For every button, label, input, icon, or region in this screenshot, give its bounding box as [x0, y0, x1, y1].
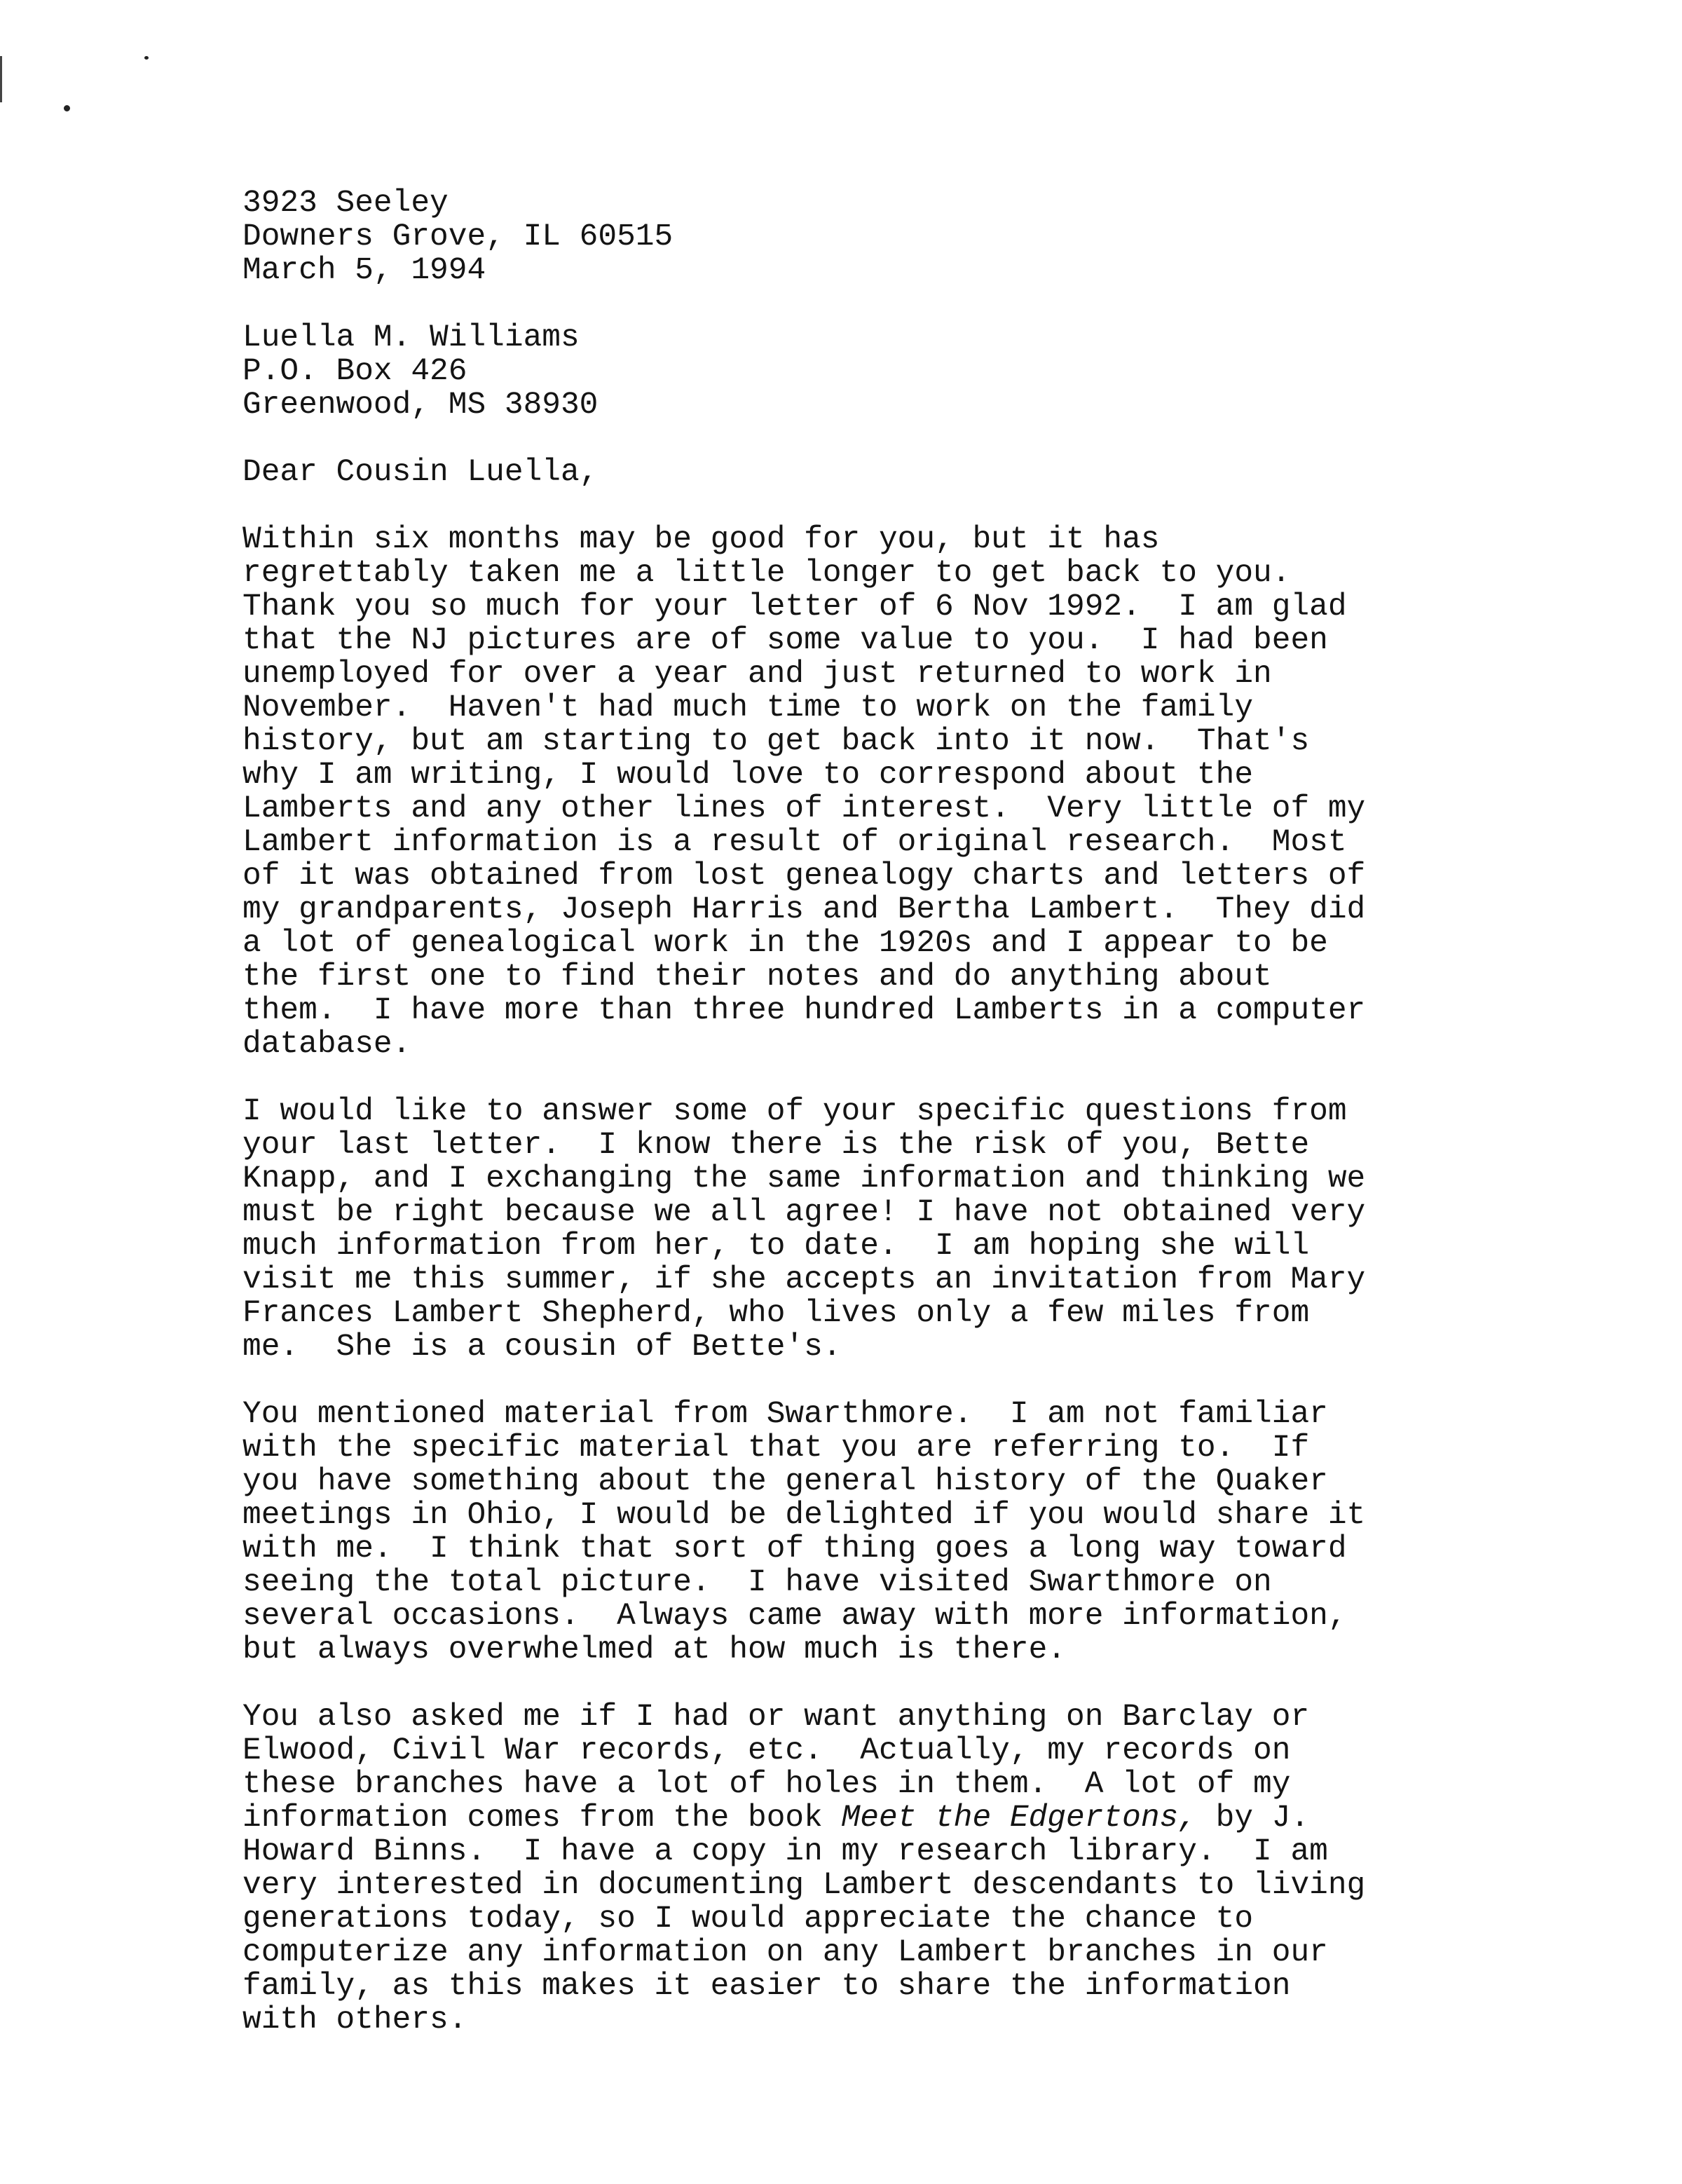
paragraph-line: You mentioned material from Swarthmore. I am not familiar	[242, 1397, 1328, 1432]
paragraph-line: the first one to find their notes and do anything about	[242, 960, 1272, 995]
paragraph-line: your last letter. I know there is the risk of you, Bette	[242, 1128, 1310, 1163]
paragraph-line: my grandparents, Joseph Harris and Bertha Lambert. They did	[242, 892, 1366, 927]
paragraph-line: Howard Binns. I have a copy in my research library. I am	[242, 1834, 1328, 1869]
paragraph-line: with the specific material that you are referring to. If	[242, 1431, 1310, 1466]
scan-edge-mark	[0, 56, 2, 102]
paragraph-line: me. She is a cousin of Bette's.	[242, 1330, 842, 1365]
recipient-name: Luella M. Williams	[242, 320, 580, 355]
sender-city: Downers Grove, IL 60515	[242, 219, 674, 254]
paragraph-line: with me. I think that sort of thing goes a long way toward	[242, 1531, 1347, 1567]
paragraph-line: Frances Lambert Shepherd, who lives only a few miles from	[242, 1296, 1310, 1331]
paragraph-line: these branches have a lot of holes in them. A lot of my	[242, 1767, 1291, 1802]
line-text: information comes from the book	[242, 1801, 842, 1836]
paragraph-line: of it was obtained from lost genealogy charts and letters of	[242, 859, 1366, 894]
paragraph-line: computerize any information on any Lambert branches in our	[242, 1935, 1328, 1970]
paragraph-line: you have something about the general history of the Quaker	[242, 1464, 1328, 1499]
paragraph-line: I would like to answer some of your specific questions from	[242, 1094, 1347, 1129]
line-text: by J.	[1196, 1801, 1310, 1836]
paragraph-line: meetings in Ohio, I would be delighted if you would share it	[242, 1498, 1366, 1533]
paragraph-line: unemployed for over a year and just returned to work in	[242, 657, 1272, 692]
paragraph-line: several occasions. Always came away with more information,	[242, 1599, 1347, 1634]
paragraph-line: family, as this makes it easier to share the information	[242, 1969, 1291, 2004]
paragraph-line: Lamberts and any other lines of interest. Very little of my	[242, 791, 1366, 826]
paragraph-line: visit me this summer, if she accepts an invitation from Mary	[242, 1262, 1366, 1297]
paragraph-line: why I am writing, I would love to correspond about the	[242, 758, 1254, 793]
paragraph-line: regrettably taken me a little longer to get back to you.	[242, 556, 1291, 591]
scan-speck	[144, 56, 149, 60]
paragraph-line: November. Haven't had much time to work on the family	[242, 690, 1254, 725]
letter-body	[242, 186, 1476, 2037]
paragraph-line: Lambert information is a result of original research. Most	[242, 825, 1347, 860]
paragraph-2	[242, 1095, 1476, 1364]
paragraph-1	[242, 523, 1476, 1061]
paragraph-line: much information from her, to date. I am hoping she will	[242, 1229, 1310, 1264]
paragraph-line: with others.	[242, 2002, 467, 2038]
paragraph-line: Within six months may be good for you, but it has	[242, 522, 1160, 557]
paragraph-line: generations today, so I would appreciate the chance to	[242, 1902, 1254, 1937]
paragraph-line: Elwood, Civil War records, etc. Actually, my records on	[242, 1733, 1291, 1768]
paragraph-line: must be right because we all agree! I have not obtained very	[242, 1195, 1366, 1230]
letter-date: March 5, 1994	[242, 253, 486, 288]
recipient-po-box: P.O. Box 426	[242, 354, 467, 389]
scan-speck	[64, 105, 70, 111]
paragraph-line: seeing the total picture. I have visited Swarthmore on	[242, 1565, 1272, 1600]
paragraph-line: Thank you so much for your letter of 6 Nov 1992. I am glad	[242, 589, 1347, 625]
paragraph-line: but always overwhelmed at how much is there.	[242, 1632, 1066, 1667]
recipient-address	[242, 321, 1476, 422]
paragraph-4	[242, 1700, 1476, 2037]
paragraph-line-with-title	[242, 1801, 1476, 1835]
paragraph-line: database.	[242, 1027, 411, 1062]
paragraph-line: history, but am starting to get back into it now. That's	[242, 724, 1310, 759]
paragraph-line: very interested in documenting Lambert descendants to living	[242, 1868, 1366, 1903]
paragraph-line: a lot of genealogical work in the 1920s and I appear to be	[242, 926, 1328, 961]
sender-address	[242, 186, 1476, 287]
paragraph-line: Knapp, and I exchanging the same information and thinking we	[242, 1161, 1366, 1196]
paragraph-line: You also asked me if I had or want anything on Barclay or	[242, 1700, 1310, 1735]
paragraph-3	[242, 1398, 1476, 1667]
paragraph-line: that the NJ pictures are of some value to you. I had been	[242, 623, 1328, 658]
paragraph-line: them. I have more than three hundred Lamberts in a computer	[242, 993, 1366, 1028]
salutation: Dear Cousin Luella,	[242, 455, 599, 490]
book-title: Meet the Edgertons,	[841, 1801, 1197, 1836]
sender-street: 3923 Seeley	[242, 186, 449, 221]
recipient-city: Greenwood, MS 38930	[242, 388, 599, 423]
